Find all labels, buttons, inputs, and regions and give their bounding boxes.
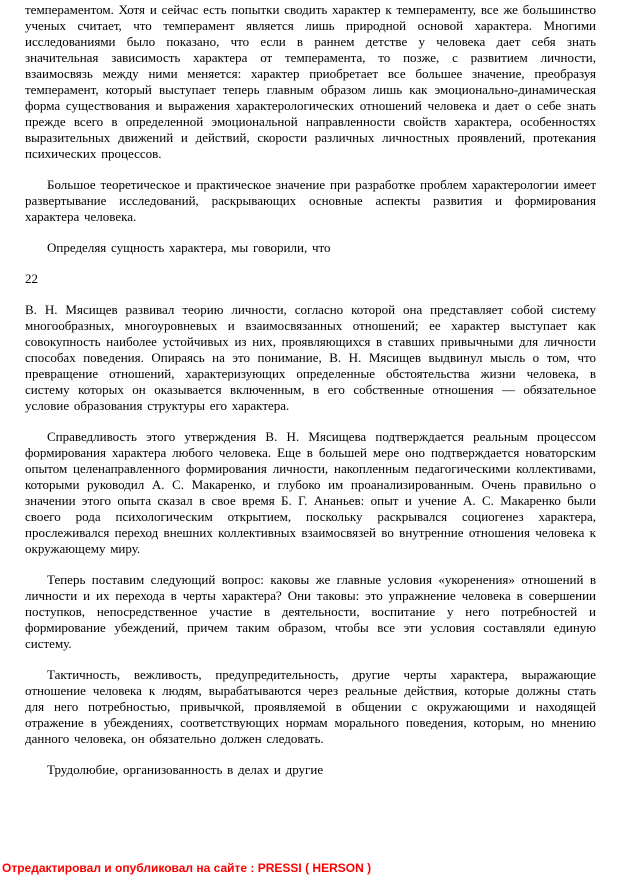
paragraph-myasishchev-theory: В. Н. Мясищев развивал теорию личности, согласно которой она представляет собой систему многообразных, многоуровневых и взаимосвязанных отношений; ее характер выступает как совокупность наиболее устойчивых из них, проявляющихся в ставших привычными для личности способах поведения. Опираясь на это понимание, В. Н. Мясищев выдвинул мысль о том, что превращение отношений, характеризующих определенные обстоятельства жизни человека, в систему которых он оказывается включенным, в его собственные отношения — обязательное условие образования структуры его характера.	[25, 302, 596, 413]
paragraph-defining-character: Определяя сущность характера, мы говорили, что	[47, 240, 331, 255]
footer-credit: Отредактировал и опубликовал на сайте : PRESSI ( HERSON )	[2, 861, 372, 875]
paragraph-tactfulness: Тактичность, вежливость, предупредительность, другие черты характера, выражающие отношение человека к людям, вырабатываются через реальные действия, которые должны стать для него потребностью, привычкой, проявляемой в общении с окружающими и находящей отражение в убеждениях, соответствующих нормам морального поведения, которым, но мнению данного человека, он обязательно должен следовать.	[25, 667, 596, 746]
page-number: 22	[25, 271, 38, 286]
paragraph-research-significance: Большое теоретическое и практическое значение при разработке проблем характерологии имеет развертывание исследований, раскрывающих основные аспекты развития и формирования характера человека.	[25, 177, 596, 224]
paragraph-makarenko-experience: Справедливость этого утверждения В. Н. Мясищева подтверждается реальным процессом формирования характера любого человека. Еще в большей мере оно подтверждается новаторским опытом целенаправленного формирования личности, накопленным педагогическими коллективами, которыми руководил А. С. Макаренко, и глубоко им проанализированным. Очень правильно о значении этого опыта сказал в свое время Б. Г. Ананьев: опыт и учение А. С. Макаренко были своего рода психологическим открытием, поскольку раскрывался социогенез характера, прослеживался переход внешних коллективных взаимосвязей во внутренние отношения человека к окружающему миру.	[25, 429, 596, 556]
paragraph-diligence: Трудолюбие, организованность в делах и другие	[47, 762, 324, 777]
paragraph-rooting-conditions: Теперь поставим следующий вопрос: каковы же главные условия «укоренения» отношений в личности и их перехода в черты характера? Они таковы: это упражнение человека в совершении поступков, непосредственное участие в деятельности, воспитание у него потребностей и формирование убеждений, причем таким образом, чтобы все эти условия составляли единую систему.	[25, 572, 596, 651]
paragraph-temperament: темпераментом. Хотя и сейчас есть попытки сводить характер к темпераменту, все же большинство ученых считает, что темперамент является лишь природной основой характера. Многими исследованиями было показано, что если в раннем детстве у человека дает себя знать значительная зависимость характера от темперамента, то позже, с развитием личности, взаимосвязь между ними меняется: характер приобретает все большее значение, преобразуя темперамент, который выступает теперь главным образом лишь как эмоционально-динамическая форма существования и выражения характерологических отношений человека и дает о себе знать прежде всего в определенной эмоциональной направленности свойств характера, особенностях выразительных движений и действий, скорости различных личностных проявлений, протекания психических процессов.	[25, 2, 596, 161]
